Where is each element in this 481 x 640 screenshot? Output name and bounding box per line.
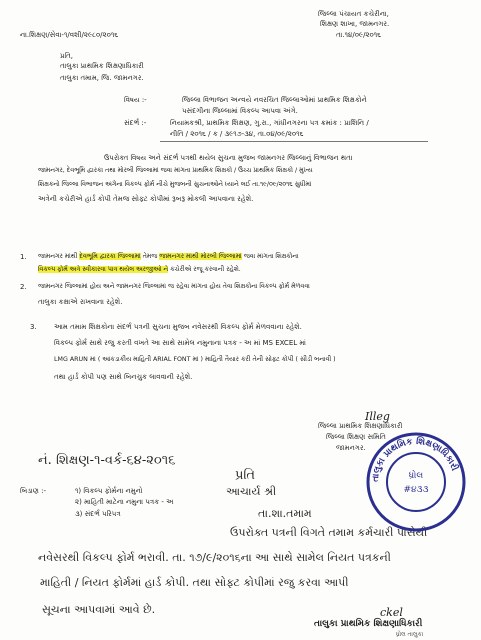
handwritten-line-3: માહિતી / નિયત ફોર્મમાં હાર્ડ કોપી. તથા સોફ્ટ કોપીમાં રજુ કરવા આપી [40, 576, 349, 589]
point-2-number: 2. [20, 283, 27, 291]
point-3-line-2: વિકલ્પ ફોર્મ સાથે રજુ કરતી વખતે આ સાથે સામેલ નમુનાના પત્રક - અ માં MS EXCEL માં [54, 339, 307, 347]
handwritten-line-4: સૂચના આપવામાં આવે છે. [42, 603, 156, 616]
point-1-text-b: તેમજ [140, 253, 160, 260]
recipient-label: પ્રતિ, [60, 52, 73, 60]
reference-line-1: નિયામકશ્રી, પ્રાથમિક શિક્ષણ, ગુ.રા., ગાંધીનગરના પત્ર ક્રમાંક : પ્રાશિનિ / [170, 119, 369, 127]
intro-line-3: શિક્ષકનો જિલ્લા વિભાજન અંગેના વિકલ્પ ફોર્મ નીચે મુજબની સુચનાઓને ધ્યાને લઈ તા.૧૯/૦૯/૨૦૧૬ સુધીમાં [38, 181, 312, 188]
point-2-line-1: જામનગર જિલ્લામાં હોય અને જામનગર જિલ્લામાં જ રહેવા માંગતા હોય તેવા શિક્ષકોના વિકલ્પ ફોર્મ મેળવવા [38, 283, 310, 290]
handwritten-reference: નં. શિક્ષણ-૧-વર્ક-૬૪-૨૦૧૬ [38, 453, 176, 468]
point-3-number: 3. [30, 323, 37, 331]
point-1-line-1 [38, 253, 299, 261]
intro-line-2: જામનગર, દેવભૂમિ દ્વારકા તથા મોરબી જિલ્લામાં જવા માંગતા પ્રાથમિક શિક્ષકો / ઉચ્ચ પ્રાથમિક શિક્ષકો / મુખ્ય [38, 167, 313, 174]
stamp-inner-ring [387, 453, 445, 511]
handwritten-acharya: આચાર્ય શ્રી [226, 485, 277, 498]
point-1-number: 1. [20, 253, 27, 261]
letter-date: તા.૧૪/૦૯/૨૦૧૬ [336, 31, 382, 39]
handwritten-line-2: નવેસરથી વિકલ્પ ફોર્મ ભરાવી. તા. ૧૭/૯/૨૦૧૬ના આ સાથે સામેલ નિયત પત્રકની [38, 551, 391, 564]
enclosure-item-2: ૨) માહિતી માટેના નમુના પત્રક - અ [75, 498, 174, 506]
office-line-1: જિલ્લા પંચાયત કચેરીના, [318, 10, 389, 18]
signature-line-1: જિલ્લા પ્રાથમિક શિક્ષણાધિકારી [318, 422, 403, 430]
stamp-outer-ring [368, 434, 464, 530]
reference-label: સંદર્ભ :- [124, 119, 147, 127]
signature-line-3: જામનગર. [336, 444, 366, 452]
subject-label: વિષય :- [124, 96, 147, 104]
recipient-line-1: તાલુકા પ્રાથમિક શિક્ષણાધિકારી [60, 62, 144, 70]
intro-line-1: ઉપરોક્ત વિષય અને સંદર્ભ પત્રથી થયેલ સુચના મુજબ જામનગર જિલ્લાનું વિભાજન થતા [104, 154, 353, 162]
subject-line-1: જિલ્લા વિભાજન અન્વયે નવરચિત જિલ્લાઓમાં પ્રાથમિક શિક્ષકોને [182, 96, 367, 104]
office-line-2: શિક્ષણ શાખા, જામનગર. [320, 20, 390, 28]
point-1-highlight-devbhumi: દેવભૂમિ દ્વારકા જિલ્લામાં [79, 253, 141, 260]
enclosure-item-3: ૩) સંદર્ભ પરિપત્ર [75, 510, 121, 518]
handwritten-officer-title: તાલુકા પ્રાથમિક શિક્ષણાધિકારી [314, 619, 423, 629]
point-1-text-d: કચેરીએ રજૂ કરવાની રહેશે. [168, 266, 241, 273]
reference-divider [160, 141, 428, 142]
handwritten-officer-sub: ધ્રોલ તાલુકા [396, 631, 424, 638]
enclosure-item-1: ૧) વિકલ્પ ફોર્મના નમુનો [75, 487, 143, 495]
office-stamp [364, 430, 468, 534]
stamp-inner-text: ધ્રોલ [408, 471, 424, 481]
point-3-line-4: તથા હાર્ડ કોપી પણ સાથે બિનચુક લાવવાની રહેશે. [54, 373, 193, 381]
intro-line-4: અત્રેની કચેરીએ હાર્ડ કોપી તેમજ સોફ્ટ કોપીમાં રૂબરૂ મોકલી આપવાના રહેશે. [38, 195, 254, 203]
enclosure-label: બિડાણ :- [20, 487, 46, 495]
point-1-highlight-forms: વિકલ્પ ફોર્મ અત્રે સ્વીકારવા પાત્ર થયેલ અરજીઓ ને [38, 266, 169, 273]
stamp-number: #૪૩૩ [403, 485, 429, 495]
recipient-line-2: તાલુકા તમામ, જિ. જામનગર. [60, 74, 144, 82]
stamp-outer-text: તાલુકા પ્રાથમિક શિક્ષણાધિકારી [370, 436, 460, 483]
officer-signature: Illeg [365, 410, 390, 423]
subject-line-2: પસંદગીના જિલ્લામાં વિકલ્પ આપવા અંગે. [182, 107, 298, 115]
point-1-line-2 [38, 266, 241, 274]
handwritten-line-1: ઉપરોક્ત પત્રની વિગતે તમામ કર્મચારી પાસેથી [230, 526, 428, 539]
reference-number: ના.શિક્ષણ/સેવા-૧/વશી/૨૯૮૦/૨૦૧૬ [20, 31, 119, 39]
handwritten-prati: પ્રતિ [235, 468, 255, 483]
signature-line-2: જિલ્લા શિક્ષણ સમિતિ [326, 433, 386, 441]
point-2-line-2: તાલુકા કક્ષાએ રાખવાના રહેશે. [38, 298, 123, 306]
handwritten-signature: ckel [380, 606, 403, 619]
point-1-highlight-morbi: જામનગર માંથી મોરબી જિલ્લામાં [159, 253, 242, 260]
point-3-line-1: આમ તમામ શિક્ષકોના સંદર્ભ પત્રની સુચના મુજબ નવેસરથી વિકલ્પ ફોર્મ મેળવવાના રહેશે. [54, 323, 302, 331]
point-3-line-3: LMG ARUN માં ( આંકડાકીય માહિતી ARIAL FONT માં ) માહિતી તૈયાર કરી તેની સોફ્ટ કોપી ( સીડી બનાવી ) [54, 356, 336, 363]
reference-line-2: નીતિ / ૨૦૧૬ / ક / ૩૯૧૭-૩૪, તા.૦૪/૦૯/૨૦૧૬ [170, 130, 304, 138]
point-1-text-c: જવા માંગતા શિક્ષકોના [241, 253, 299, 260]
point-1-text-a: જામનગર માંથી [38, 253, 80, 260]
handwritten-ta-tamam: તા.શા.તમામ [258, 507, 312, 520]
